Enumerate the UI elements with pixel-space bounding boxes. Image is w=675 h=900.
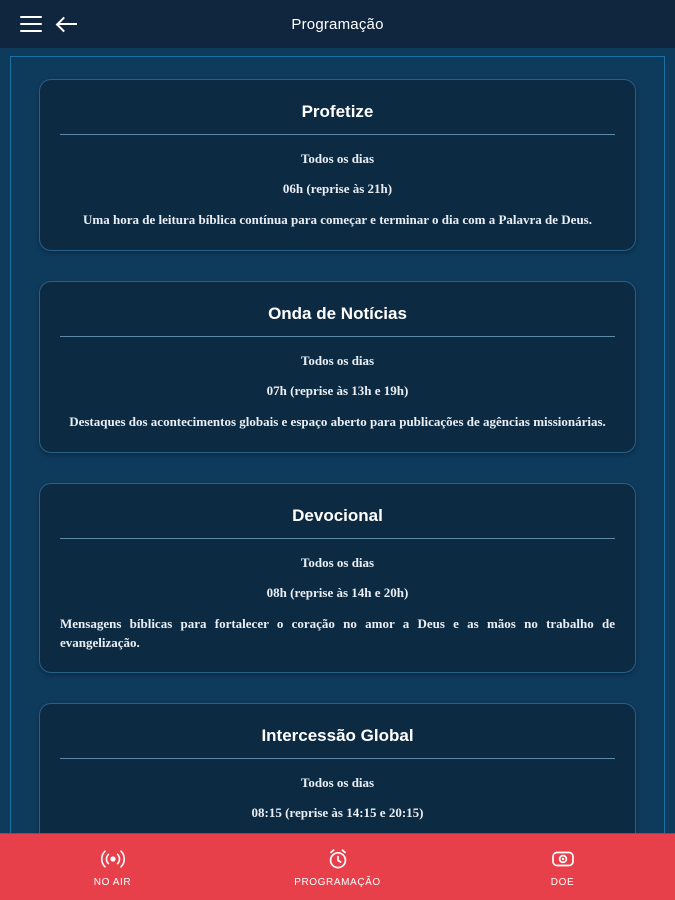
nav-label: PROGRAMAÇÃO: [294, 876, 381, 888]
back-arrow-icon: [58, 15, 78, 33]
program-description: Mensagens bíblicas para fortalecer o coração no amor a Deus e as mãos no trabalho de evangelização.: [60, 615, 615, 650]
alarm-clock-icon: [325, 847, 351, 871]
nav-item-doe[interactable]: [450, 847, 675, 888]
title-divider: [60, 336, 615, 337]
program-card[interactable]: [39, 79, 636, 251]
program-description: Destaques dos acontecimentos globais e espaço aberto para publicações de agências missionárias.: [69, 413, 606, 429]
broadcast-signal-icon: [100, 847, 126, 871]
content-frame: [10, 56, 665, 833]
program-description: Uma hora de leitura bíblica contínua para começar e terminar o dia com a Palavra de Deus.: [83, 212, 592, 227]
program-days: Todos os dias: [300, 151, 375, 166]
program-title: Onda de Notícias: [268, 303, 407, 323]
program-time: 08h (reprise às 14h e 20h): [266, 584, 409, 600]
bottom-navigation-bar: [0, 833, 675, 900]
donation-hands-icon: [550, 847, 576, 871]
nav-item-programacao[interactable]: [225, 847, 450, 888]
program-time: 07h (reprise às 13h e 19h): [266, 382, 409, 398]
back-button[interactable]: [48, 7, 82, 41]
page-title: Programação: [291, 15, 384, 33]
title-divider: [60, 758, 615, 759]
menu-button[interactable]: [14, 7, 48, 41]
program-card[interactable]: [39, 483, 636, 674]
program-days: Todos os dias: [300, 352, 375, 368]
top-app-bar: [0, 0, 675, 48]
program-card[interactable]: [39, 281, 636, 453]
nav-label: DOE: [550, 876, 575, 888]
nav-item-no-air[interactable]: [0, 847, 225, 888]
hamburger-menu-icon: [20, 16, 42, 32]
program-title: Intercessão Global: [261, 726, 414, 746]
program-days: Todos os dias: [300, 775, 375, 791]
program-title: Profetize: [301, 102, 374, 121]
program-days: Todos os dias: [300, 554, 375, 570]
title-divider: [60, 134, 615, 135]
program-time: 08:15 (reprise às 14:15 e 20:15): [251, 805, 424, 821]
nav-label: NO AIR: [93, 876, 132, 888]
program-time: 06h (reprise às 21h): [282, 181, 393, 196]
title-divider: [60, 538, 615, 539]
program-title: Devocional: [292, 505, 383, 525]
program-card[interactable]: [39, 703, 636, 833]
content-scroll-area[interactable]: [0, 48, 675, 833]
